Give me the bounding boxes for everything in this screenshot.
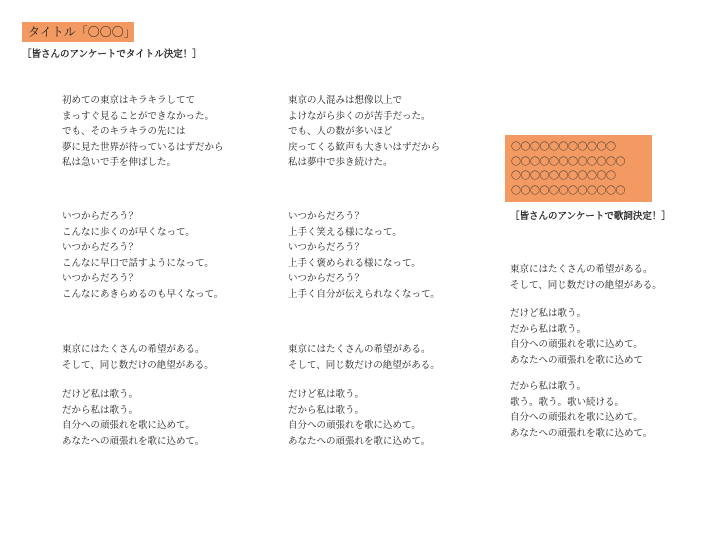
col3-verse1 bbox=[510, 262, 662, 293]
lyric-line: そして、同じ数だけの絶望がある。 bbox=[510, 279, 662, 291]
placeholder-line: 〇〇〇〇〇〇〇〇〇〇〇〇 bbox=[511, 156, 625, 168]
lyric-line: だから私は歌う。 bbox=[62, 404, 139, 416]
lyrics-placeholder-box bbox=[505, 135, 652, 202]
col2-verse3 bbox=[288, 342, 440, 449]
lyric-line: 私は夢中で歩き続けた。 bbox=[288, 157, 393, 168]
lyric-line: 自分への頑張れを歌に込めて。 bbox=[62, 420, 195, 431]
col1-verse1 bbox=[62, 93, 224, 171]
lyric-line: いつからだろう？ bbox=[288, 211, 365, 222]
lyric-line: 自分への頑張れを歌に込めて。 bbox=[510, 339, 643, 350]
lyric-line: だから私は歌う。 bbox=[288, 404, 365, 416]
lyric-line: あなたへの頑張れを歌に込めて bbox=[510, 354, 644, 366]
lyric-line: 自分への頑張れを歌に込めて。 bbox=[288, 420, 421, 431]
title-survey-note: ［皆さんのアンケートでタイトル決定！］ bbox=[22, 49, 202, 60]
col2-verse2 bbox=[288, 209, 440, 302]
col2-verse1 bbox=[288, 93, 440, 171]
lyric-line: 初めての東京はキラキラしてて bbox=[62, 95, 196, 106]
lyric-line: でも、人の数が多いほど bbox=[288, 126, 393, 137]
lyric-line: まっすぐ見ることができなかった。 bbox=[62, 110, 215, 122]
lyric-line: だけど私は歌う。 bbox=[288, 389, 365, 400]
lyric-line: あなたへの頑張れを歌に込めて。 bbox=[288, 435, 431, 447]
song-title: タイトル「〇〇〇」 bbox=[28, 25, 136, 39]
lyric-line: あなたへの頑張れを歌に込めて。 bbox=[62, 435, 205, 447]
lyric-line: 戻ってくる歓声も大きいはずだから bbox=[288, 141, 441, 153]
lyric-line: 上手く自分が伝えられなくなって。 bbox=[288, 288, 440, 300]
lyric-line: よけながら歩くのが苦手だった。 bbox=[288, 110, 431, 122]
col3-verse3 bbox=[510, 379, 652, 441]
col3-verse2 bbox=[510, 306, 643, 368]
lyric-line: だけど私は歌う。 bbox=[62, 389, 139, 400]
lyric-line: 自分への頑張れを歌に込めて。 bbox=[510, 412, 643, 423]
lyric-line: いつからだろう？ bbox=[62, 273, 139, 284]
lyric-line: あなたへの頑張れを歌に込めて。 bbox=[510, 427, 653, 439]
lyric-line: だけど私は歌う。 bbox=[510, 308, 587, 319]
lyric-line: 私は急いで手を伸ばした。 bbox=[62, 157, 177, 168]
lyric-line: こんなに歩くのが早くなって。 bbox=[62, 226, 195, 238]
lyric-line: いつからだろう？ bbox=[288, 273, 365, 284]
placeholder-line: 〇〇〇〇〇〇〇〇〇〇〇〇 bbox=[511, 185, 625, 197]
col1-verse2 bbox=[62, 209, 223, 302]
lyric-line: だから私は歌う。 bbox=[510, 323, 587, 335]
lyric-line: いつからだろう？ bbox=[62, 211, 139, 222]
lyrics-survey-note: ［皆さんのアンケートで歌詞決定！］ bbox=[510, 211, 671, 222]
lyric-line: でも、そのキラキラの先には bbox=[62, 126, 186, 137]
lyric-line: 上手く笑える様になって。 bbox=[288, 226, 402, 238]
lyric-line: 夢に見た世界が待っているはずだから bbox=[62, 141, 224, 153]
placeholder-line: 〇〇〇〇〇〇〇〇〇〇〇 bbox=[511, 171, 616, 182]
title-box bbox=[22, 22, 134, 42]
lyric-line: そして、同じ数だけの絶望がある。 bbox=[62, 359, 214, 371]
lyric-line: こんなにあきらめるのも早くなって。 bbox=[62, 288, 224, 300]
lyric-line: こんなに早口で話すようになって。 bbox=[62, 257, 214, 269]
lyric-line: いつからだろう？ bbox=[62, 242, 139, 253]
lyric-line: 東京の人混みは想像以上で bbox=[288, 95, 403, 106]
lyric-line: だから私は歌う。 bbox=[510, 381, 587, 392]
placeholder-line: 〇〇〇〇〇〇〇〇〇〇〇 bbox=[511, 142, 616, 153]
lyric-line: いつからだろう？ bbox=[288, 242, 365, 253]
lyric-line: 東京にはたくさんの希望がある。 bbox=[62, 344, 205, 355]
lyric-line: 歌う。歌う。歌い続ける。 bbox=[510, 396, 625, 408]
col1-verse3 bbox=[62, 342, 214, 449]
lyric-line: 東京にはたくさんの希望がある。 bbox=[510, 264, 653, 275]
lyric-line: 上手く褒められる様になって。 bbox=[288, 257, 421, 269]
lyric-line: そして、同じ数だけの絶望がある。 bbox=[288, 359, 440, 371]
lyric-line: 東京にはたくさんの希望がある。 bbox=[288, 344, 431, 355]
